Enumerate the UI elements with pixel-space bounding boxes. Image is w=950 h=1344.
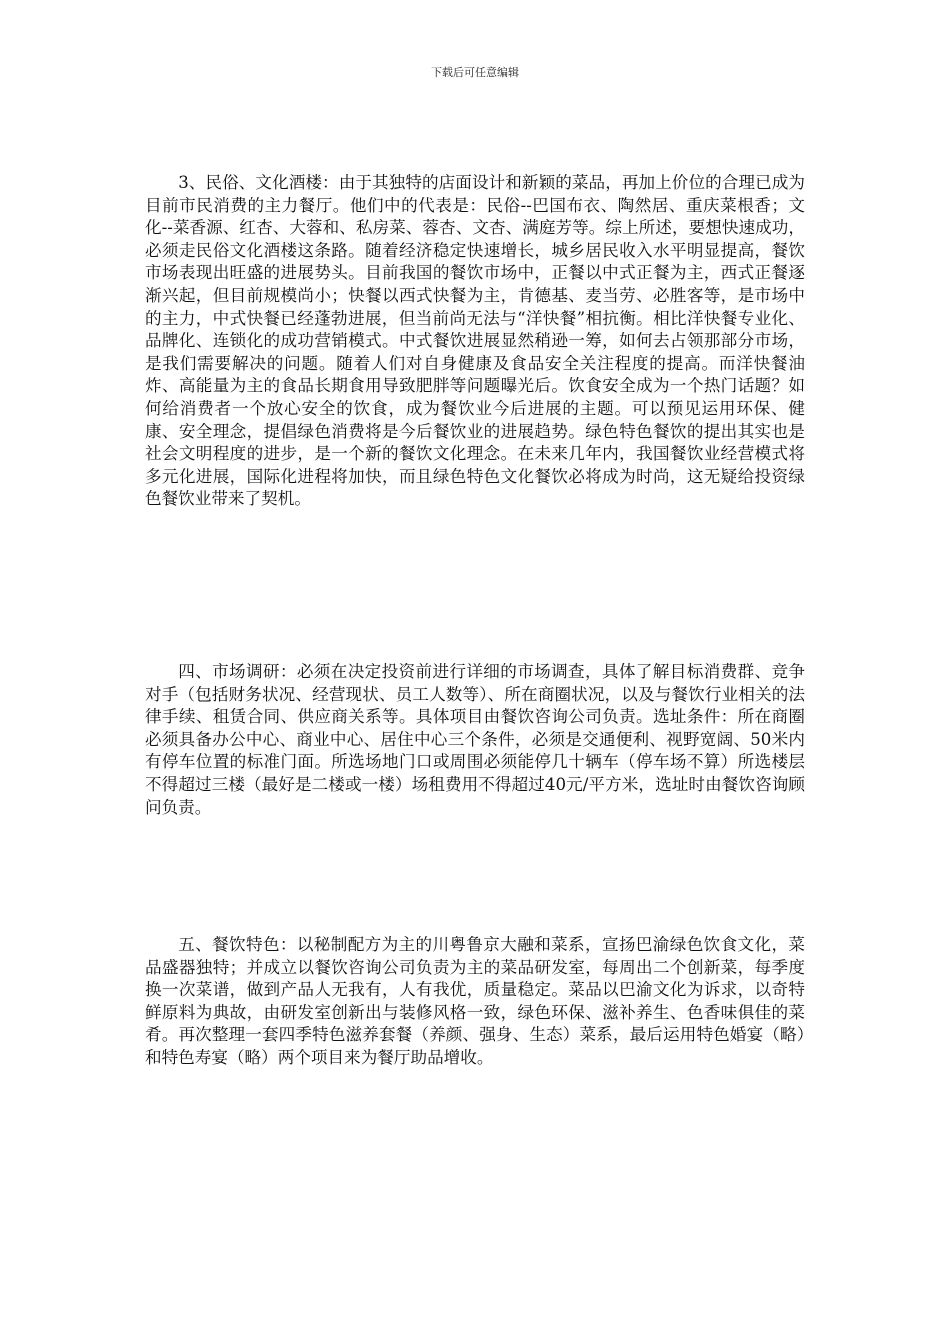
paragraph-catering-features: 五、餐饮特色：以秘制配方为主的川粤鲁京大融和菜系，宣扬巴渝绿色饮食文化，菜品盛器独特；并成立以餐饮咨询公司负责为主的菜品研发室，每周出二个创新菜，每季度换一次菜谱，做到产品人无我有，人有我优，质量稳定。菜品以巴渝文化为诉求，以奇特鲜原料为典故，由研发室创新出与装修风格一致，绿色环保、滋补养生、色香味俱佳的菜肴。再次整理一套四季特色滋养套餐（养颜、强身、生态）菜系，最后运用特色婚宴（略）和特色寿宴（略）两个项目来为餐厅助品增收。 [145,935,805,1067]
paragraph-market-research: 四、市场调研：必须在决定投资前进行详细的市场调查，具体了解目标消费群、竞争对手（包括财务状况、经营现状、员工人数等）、所在商圈状况，以及与餐饮行业相关的法律手续、租赁合同、供应商关系等。具体项目由餐饮咨询公司负责。选址条件：所在商圈必须具备办公中心、商业中心、居住中心三个条件，必须是交通便利、视野宽阔、50米内有停车位置的标准门面。所选场地门口或周围必须能停几十辆车（停车场不算）所选楼层不得超过三楼（最好是二楼或一楼）场租费用不得超过40元/平方米，选址时由餐饮咨询顾问负责。 [145,662,805,817]
paragraph-folk-culture-restaurants: 3、民俗、文化酒楼：由于其独特的店面设计和新颖的菜品，再加上价位的合理已成为目前市民消费的主力餐厅。他们中的代表是：民俗--巴国布衣、陶然居、重庆菜根香；文化--菜香源、红杏、大蓉和、私房菜、蓉杏、文杏、满庭芳等。综上所述，要想快速成功，必须走民俗文化酒楼这条路。随着经济稳定快速增长，城乡居民收入水平明显提高，餐饮市场表现出旺盛的进展势头。目前我国的餐饮市场中，正餐以中式正餐为主，西式正餐逐渐兴起，但目前规模尚小；快餐以西式快餐为主，肯德基、麦当劳、必胜客等，是市场中的主力，中式快餐已经蓬勃进展，但当前尚无法与“洋快餐”相抗衡。相比洋快餐专业化、品牌化、连锁化的成功营销模式。中式餐饮进展显然稍逊一筹，如何去占领那部分市场，是我们需要解决的问题。随着人们对自身健康及食品安全关注程度的提高。而洋快餐油炸、高能量为主的食品长期食用导致肥胖等问题曝光后。饮食安全成为一个热门话题？如何给消费者一个放心安全的饮食，成为餐饮业今后进展的主题。可以预见运用环保、健康、安全理念，提倡绿色消费将是今后餐饮业的进展趋势。绿色特色餐饮的提出其实也是社会文明程度的进步，是一个新的餐饮文化理念。在未来几年内，我国餐饮业经营模式将多元化进展，国际化进程将加快，而且绿色特色文化餐饮必将成为时尚，这无疑给投资绿色餐饮业带来了契机。 [145,173,805,509]
page-header: 下载后可任意编辑 [431,66,519,79]
